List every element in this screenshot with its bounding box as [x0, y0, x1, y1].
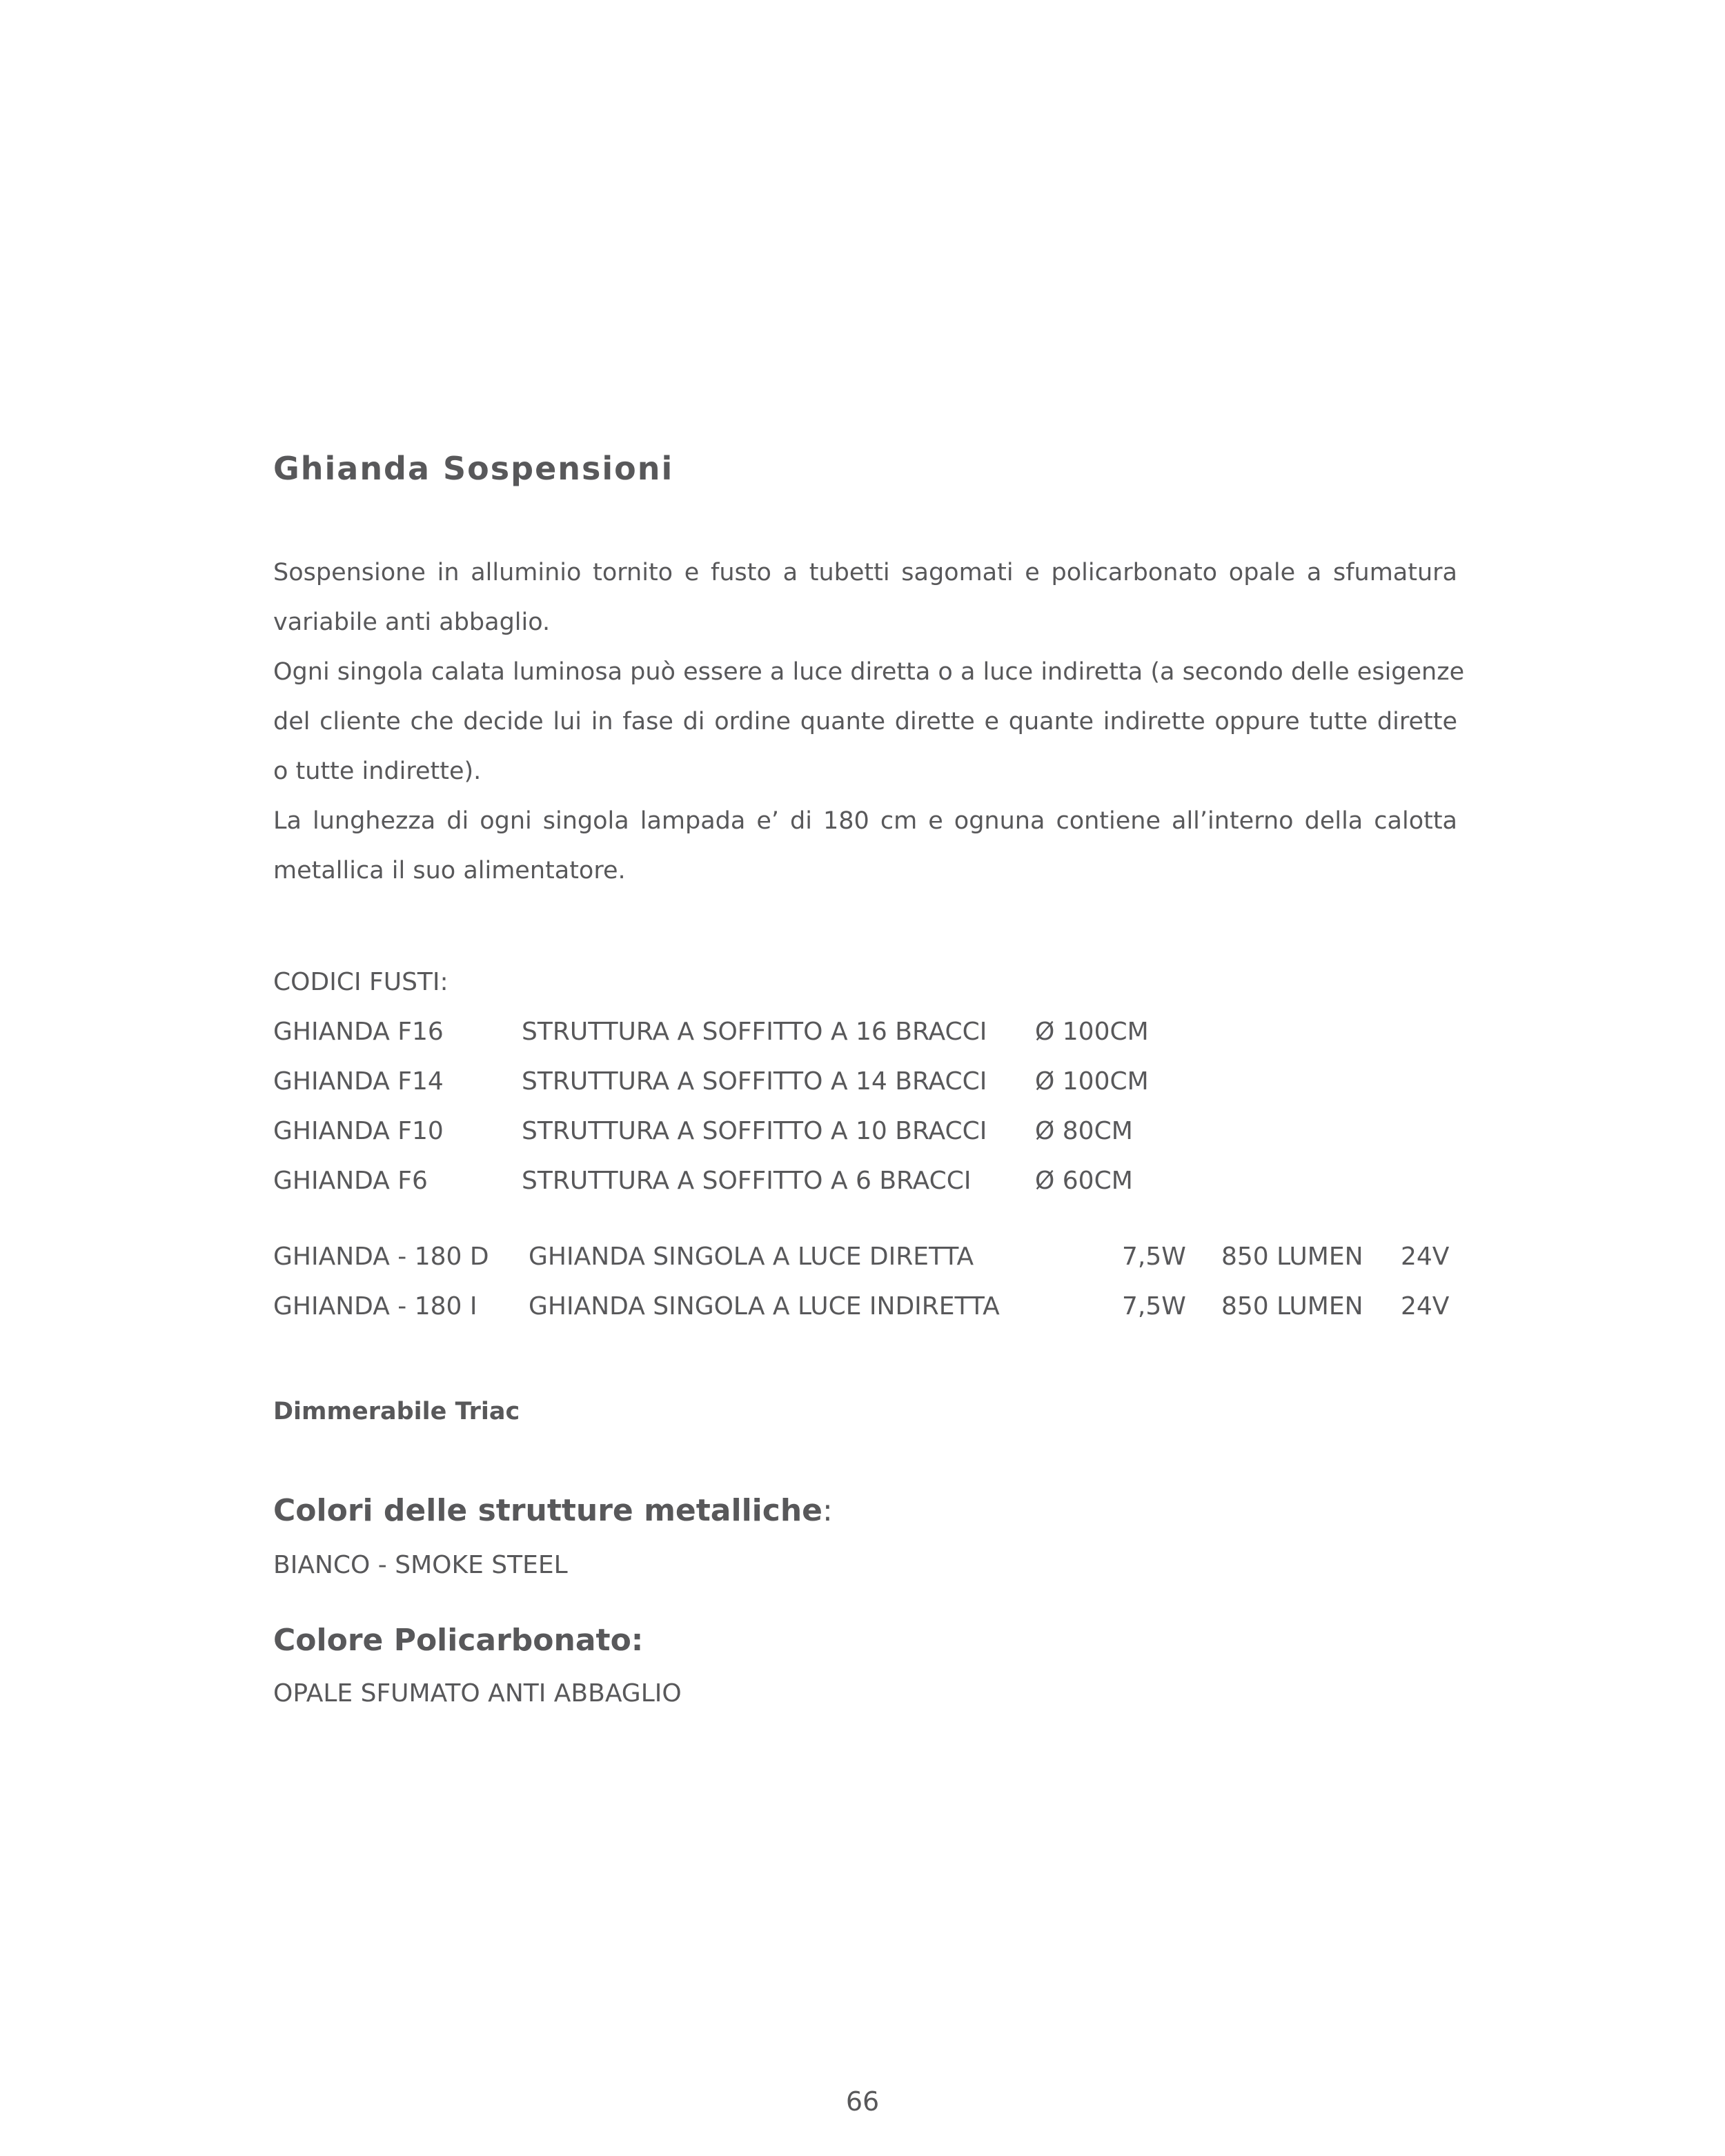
metal-colors-heading-colon: :: [822, 1493, 833, 1528]
codes-heading-row: [273, 958, 1474, 1007]
code-diameter: Ø 100CM: [1035, 1018, 1149, 1046]
single-watt: 7,5W: [1122, 1243, 1186, 1271]
single-description: GHIANDA SINGOLA A LUCE DIRETTA: [529, 1243, 974, 1271]
code-row: [273, 1156, 1474, 1206]
code-diameter: Ø 100CM: [1035, 1067, 1149, 1096]
polycarbonate-color-heading: Colore Policarbonato:: [273, 1623, 644, 1658]
code-value: GHIANDA F10: [273, 1117, 444, 1145]
single-row: [273, 1282, 1474, 1332]
page-number: 66: [845, 2086, 880, 2117]
dimmable-note: Dimmerabile Triac: [273, 1398, 520, 1425]
page-title: Ghianda Sospensioni: [273, 450, 674, 487]
description-line: La lunghezza di ogni singola lampada e’ di 180 cm e ognuna contiene all’interno della calotta: [273, 807, 1457, 835]
single-row: [273, 1232, 1474, 1282]
description-line: del cliente che decide lui in fase di ordine quante dirette e quante indirette oppure tutte dirette: [273, 708, 1457, 735]
single-lumen: 850 LUMEN: [1221, 1292, 1363, 1321]
single-watt: 7,5W: [1122, 1292, 1186, 1321]
code-diameter: Ø 60CM: [1035, 1167, 1133, 1195]
single-code: GHIANDA - 180 I: [273, 1292, 477, 1321]
metal-colors-value: BIANCO - SMOKE STEEL: [273, 1551, 568, 1579]
polycarbonate-color-value: OPALE SFUMATO ANTI ABBAGLIO: [273, 1679, 682, 1708]
single-description: GHIANDA SINGOLA A LUCE INDIRETTA: [529, 1292, 1000, 1321]
description-line: metallica il suo alimentatore.: [273, 857, 626, 884]
single-lamps-list: [273, 1232, 1474, 1332]
structure-codes-list: [273, 958, 1474, 1206]
description-line: o tutte indirette).: [273, 758, 482, 785]
code-description: STRUTTURA A SOFFITTO A 6 BRACCI: [522, 1167, 972, 1195]
code-value: GHIANDA F16: [273, 1018, 444, 1046]
single-volt: 24V: [1401, 1243, 1450, 1271]
description-line: variabile anti abbaglio.: [273, 609, 551, 636]
code-diameter: Ø 80CM: [1035, 1117, 1133, 1145]
code-row: [273, 1007, 1474, 1057]
single-code: GHIANDA - 180 D: [273, 1243, 489, 1271]
code-description: STRUTTURA A SOFFITTO A 14 BRACCI: [522, 1067, 987, 1096]
metal-colors-heading-text: Colori delle strutture metalliche: [273, 1493, 822, 1528]
description: [273, 548, 1465, 896]
single-volt: 24V: [1401, 1292, 1450, 1321]
codes-heading: CODICI FUSTI:: [273, 968, 448, 996]
code-row: [273, 1057, 1474, 1107]
metal-colors-heading: [273, 1493, 833, 1528]
single-lumen: 850 LUMEN: [1221, 1243, 1363, 1271]
description-line: Sospensione in alluminio tornito e fusto a tubetti sagomati e policarbonato opale a sfumatura: [273, 559, 1457, 586]
code-value: GHIANDA F6: [273, 1167, 428, 1195]
code-description: STRUTTURA A SOFFITTO A 16 BRACCI: [522, 1018, 987, 1046]
code-row: [273, 1107, 1474, 1156]
description-line: Ogni singola calata luminosa può essere a luce diretta o a luce indiretta (a secondo delle esigenze: [273, 658, 1465, 686]
code-value: GHIANDA F14: [273, 1067, 444, 1096]
code-description: STRUTTURA A SOFFITTO A 10 BRACCI: [522, 1117, 987, 1145]
